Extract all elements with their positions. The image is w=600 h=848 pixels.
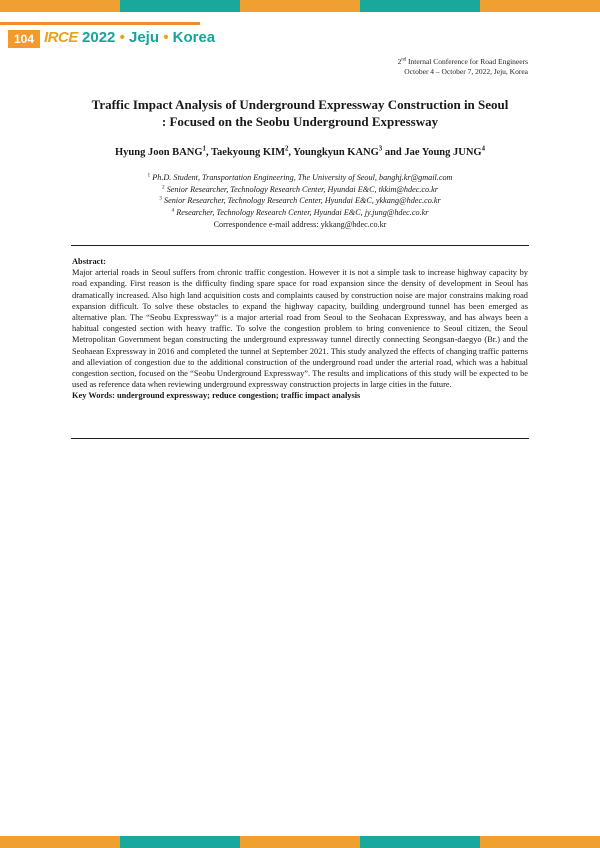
conference-ordinal: 2 [397,57,402,66]
affiliations [60,172,540,231]
title-line-1: Traffic Impact Analysis of Underground Expressway Construction in Seoul [91,97,509,112]
author-name: Hyung Joon BANG [115,147,203,158]
logo-brand: IRCE [44,29,78,46]
affiliation-line [60,184,540,196]
correspondence-email: Correspondence e-mail address: ykkang@hdec.co.kr [213,219,387,229]
logo-place-2: Korea [172,29,216,46]
author-name: Taekyoung KIM [211,147,286,158]
affiliation-text: Ph.D. Student, Transportation Engineering, The University of Seoul, banghj.kr@gmail.com [150,173,453,182]
logo-dot-icon: • [163,29,169,46]
author-name: Youngkyun KANG [293,147,379,158]
conference-logo [44,28,215,48]
author-mark: 4 [481,145,485,153]
bottom-color-band [0,836,600,848]
logo-dot-icon: • [119,29,125,46]
keywords: Key Words: underground expressway; reduce congestion; traffic impact analysis [72,391,361,401]
author-mark: 3 [378,145,383,153]
conference-line-1 [398,57,528,67]
author-list [60,146,540,160]
divider-bottom [71,438,529,439]
paper-title [72,96,528,130]
affiliation-text: Senior Researcher, Technology Research Center, Hyundai E&C, ykkang@hdec.co.kr [161,196,441,206]
affiliation-mark: 4 [171,207,175,214]
author-mark: 2 [285,145,289,153]
affiliation-line [60,195,540,207]
affiliation-mark: 2 [161,183,165,190]
affiliation-line [60,172,540,184]
header-rule [0,22,200,25]
affiliation-mark: 1 [147,172,151,179]
affiliation-mark: 3 [159,195,162,202]
author-name: Jae Young JUNG [404,147,482,158]
logo-year: 2022 [82,29,116,46]
top-color-band [0,0,600,12]
conference-line-2: October 4 – October 7, 2022, Jeju, Korea [404,67,528,76]
conference-ordinal-suffix: nd [401,57,407,63]
conference-info [398,57,528,77]
author-separator: , [288,147,294,158]
author-mark: 1 [202,145,206,153]
author-separator: and [382,147,405,158]
title-line-2: : Focused on the Seobu Underground Expressway [161,114,439,129]
page-number: 104 [8,30,40,48]
affiliation-text: Researcher, Technology Research Center, Hyundai E&C, jy.jung@hdec.co.kr [174,208,429,218]
affiliation-line [60,207,540,219]
affiliation-text: Senior Researcher, Technology Research Center, Hyundai E&C, tkkim@hdec.co.kr [164,184,438,194]
abstract-heading: Abstract: [72,257,106,266]
logo-place-1: Jeju [129,29,160,46]
abstract-body: Major arterial roads in Seoul suffers from chronic traffic congestion. However it is not a simple task to increase highway capacity by road expanding. First reason is the difficulty finding spare space for road expansion since the density of development in Seoul has dramatically increased. Also high land acquisition costs and complaints caused by construction noise are major constrains making road expansion difficult. To solve these obstacles to expand the highway capacity, building underground tunnel has been emerged as alternative plan. The “Seobu Expressway” is a major arterial road from Seoul to the Seohacan Expressway, and has always been a habitual congested section with heavy traffic. To solve the congestion problem to bring convenience to Seoul citizen, the Seoul Metropolitan Government began constructing the underground expressway tunnel directly connecting Seongsan-daegyo (Br.) and the Seohaean Expressway in 2016 and completed the tunnel at September 2021. This study analyzed the effects of changing traffic patterns and alleviation of congestion due to the additional construction of the underground road under the arterial road, which was a habitual congestion section, focused on the “Seobu Underground Expressway”. The results and implications of this study will be expected to be used as reference data when reviewing underground expressway construction projects in large cities in the future. [72,268,528,390]
abstract-section [72,256,528,402]
divider-top [71,245,529,246]
author-separator: , [205,147,211,158]
conference-name: Internal Conference for Road Engineers [406,57,528,66]
